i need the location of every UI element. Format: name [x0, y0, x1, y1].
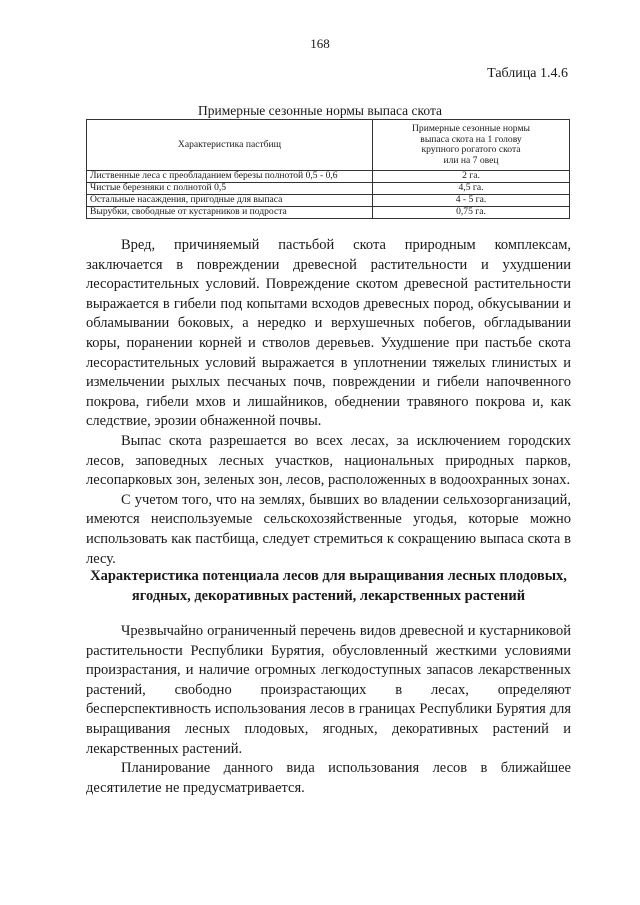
- header-grazing-norm-line: выпаса скота на 1 голову: [420, 133, 522, 145]
- paragraph-planning: Планирование данного вида использования лесов в ближайшее десятилетие не предусматривается.: [86, 760, 571, 796]
- table-label: Таблица 1.4.6: [487, 66, 568, 81]
- section-heading: Характеристика потенциала лесов для выращивания лесных плодовых, ягодных, декоративных растений, лекарственных растений: [90, 568, 567, 604]
- table-cell-norm: 4,5 га.: [373, 183, 570, 195]
- table-cell-pasture: Вырубки, свободные от кустарников и подроста: [87, 207, 373, 219]
- header-grazing-norm-line: крупного рогатого скота: [421, 144, 521, 155]
- table-row: [87, 171, 570, 183]
- section-text-block: [86, 622, 571, 798]
- header-grazing-norm: [373, 120, 570, 171]
- grazing-norms-table: [86, 119, 570, 219]
- table-row: [87, 195, 570, 207]
- header-grazing-norm-line: или на 7 овец: [443, 154, 499, 166]
- header-grazing-norm-line: Примерные сезонные нормы: [412, 123, 530, 134]
- table-cell-pasture: Остальные насаждения, пригодные для выпаса: [87, 195, 373, 207]
- table-cell-pasture: Чистые березняки с полнотой 0,5: [87, 183, 373, 195]
- paragraph-grazing-damage: Вред, причиняемый пастьбой скота природным комплексам, заключается в повреждении древесной растительности и ухудшении лесорастительных условий. Повреждение скотом древесной растительности выражается в гибели под копытами всходов древесных пород, обкусывании и обламывании боковых, а нередко и верхушечных побегов, обгладывании коры, поранении корней и стволов деревьев. Ухудшение при пастьбе скота лесорастительных условий выражается в уплотнении тяжелых глинистых и измельчении рыхлых песчаных почв, повреждении и гибели напочвенного покрова, гибели мхов и лишайников, обеднении травяного покрова и, как следствие, эрозии обнаженной почвы.: [86, 237, 571, 430]
- page-number: 168: [310, 36, 330, 51]
- table-row: [87, 207, 570, 219]
- table-title: Примерные сезонные нормы выпаса скота: [197, 103, 443, 118]
- paragraph-unused-lands: С учетом того, что на землях, бывших во владении сельхозорганизаций, имеются неиспользуемые сельскохозяйственные угодья, которые можно использовать как пастбища, следует стремиться к сокращению выпаса скота в лесу.: [86, 491, 571, 567]
- table-cell-pasture: Лиственные леса с преобладанием березы полнотой 0,5 - 0,6: [87, 171, 373, 183]
- table-row: [87, 183, 570, 195]
- table-cell-norm: 2 га.: [373, 171, 570, 183]
- paragraph-grazing-permitted: Выпас скота разрешается во всех лесах, за исключением городских лесов, заповедных лесных участков, национальных природных парков, лесопарковых зон, зеленых зон, лесов, расположенных в водоохранных зонах.: [86, 432, 571, 489]
- table-cell-norm: 4 - 5 га.: [373, 195, 570, 207]
- table-header-row: [87, 120, 570, 171]
- paragraph-limited-species: Чрезвычайно ограниченный перечень видов древесной и кустарниковой растительности Республики Бурятия, обусловленный жесткими условиями произрастания, и наличие огромных легкодоступных запасов лекарственных растений, свободно произрастающих в лесах, определяют бесперспективность использования лесов в границах Республики Бурятия для выращивания лесных плодовых, ягодных, декоративных растений и лекарственных растений.: [86, 623, 571, 757]
- header-pasture-characteristic: Характеристика пастбищ: [87, 120, 373, 171]
- body-text-block: [86, 236, 571, 569]
- table-cell-norm: 0,75 га.: [373, 207, 570, 219]
- section-heading-block: [86, 567, 571, 606]
